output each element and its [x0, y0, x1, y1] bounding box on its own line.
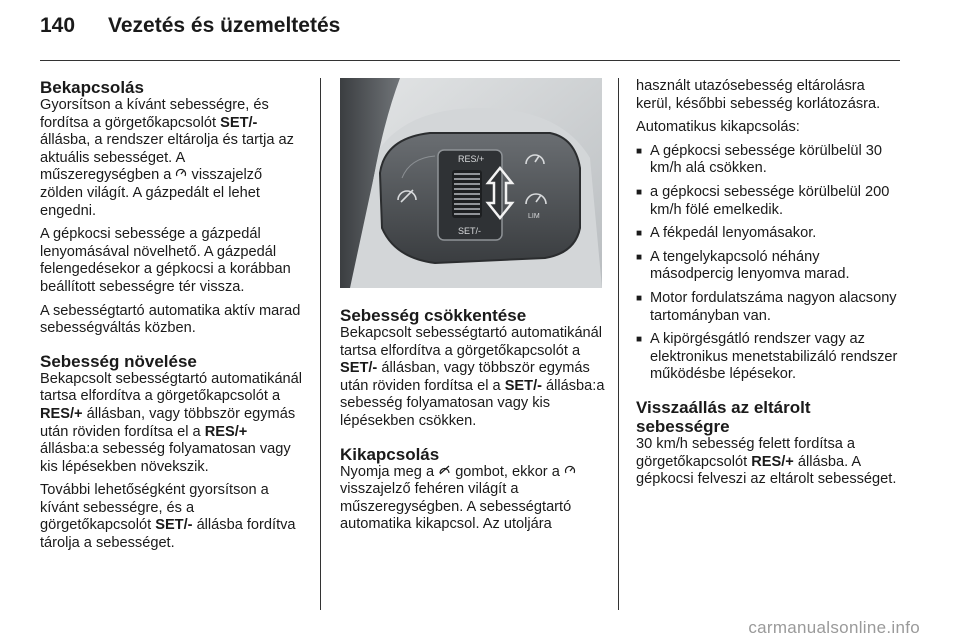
- paragraph: Automatikus kikapcsolás:: [636, 119, 800, 136]
- paragraph: [340, 325, 608, 431]
- set-label: SET/-: [458, 226, 482, 236]
- bold-text: RES/+: [40, 405, 83, 422]
- list-item: ■ A gépkocsi sebessége körülbelül 30 km/h alá csökken.: [636, 143, 902, 178]
- text: Bekapcsolt sebességtartó automatikánál tartsa elfordítva a görgetőkapcsolót a: [340, 325, 603, 359]
- cruise-control-icon: [564, 464, 576, 482]
- heading-visszaallas: Visszaállás az eltárolt sebességre: [636, 397, 811, 436]
- lim-label: LIM: [528, 213, 540, 220]
- auto-off-list: [636, 143, 902, 384]
- text: állásban, vagy többször egymás után röviden fordítsa el a: [40, 405, 296, 440]
- paragraph: [340, 464, 608, 534]
- bold-text: SET/-: [504, 377, 542, 394]
- list-item: ■ A kipörgésgátló rendszer vagy az elektronikus menetstabilizáló rendszer működésbe lépésekor.: [636, 331, 902, 384]
- paragraph: használt utazósebesség eltárolásra kerül, későbbi sebesség korlátozásra.: [636, 78, 881, 112]
- text: 30 km/h sebesség felett fordítsa a görgetőkapcsolót: [636, 435, 856, 470]
- steering-wheel-illustration: [340, 78, 602, 288]
- paragraph: A gépkocsi sebessége a gázpedál lenyomásával növelhető. A gázpedál felengedésekor a gépkocsi a korábban beállított sebességre tér vissza.: [40, 226, 291, 295]
- list-item: ■ A tengelykapcsoló néhány másodpercig lenyomva marad.: [636, 249, 902, 284]
- list-item: ■ Motor fordulatszáma nagyon alacsony tartományban van.: [636, 290, 902, 325]
- column-2: [340, 78, 608, 540]
- list-item: ■ a gépkocsi sebessége körülbelül 200 km/h fölé emelkedik.: [636, 184, 902, 219]
- column-divider: [320, 78, 321, 610]
- list-item: ■ A fékpedál lenyomásakor.: [636, 225, 902, 243]
- cancel-cruise-icon: [438, 464, 451, 482]
- page-title: Vezetés és üzemeltetés: [108, 14, 341, 37]
- text: állásba:a sebesség folyamatosan vagy kis lépésekben növekszik.: [40, 441, 291, 475]
- text: visszajelző fehéren világít a műszeregységben. A sebességtartó automatika kikapcsol. Az utoljára: [340, 481, 572, 533]
- heading-sebesseg-novelese: Sebesség növelése: [40, 351, 197, 371]
- bold-text: SET/-: [155, 517, 193, 534]
- steering-wheel-controls-figure: [340, 78, 602, 288]
- watermark: carmanualsonline.info: [748, 618, 920, 637]
- paragraph: [40, 482, 304, 552]
- heading-bekapcsolas: Bekapcsolás: [40, 78, 144, 97]
- text: Bekapcsolt sebességtartó automatikánál tartsa elfordítva a görgetőkapcsolót a: [40, 370, 303, 405]
- text: gombot, ekkor a: [451, 463, 564, 480]
- column-3: [636, 78, 902, 495]
- page-header: [40, 14, 340, 38]
- text: állásba fordítva tárolja a sebességet.: [40, 517, 296, 552]
- paragraph: [40, 97, 304, 220]
- column-divider: [618, 78, 619, 610]
- res-label: RES/+: [458, 154, 485, 164]
- paragraph: A sebességtartó automatika aktív marad sebességváltás közben.: [40, 302, 301, 337]
- paragraph: [40, 371, 304, 477]
- heading-sebesseg-csokkentese: Sebesség csökkentése: [340, 306, 527, 325]
- column-1: [40, 78, 304, 559]
- page-number: 140: [40, 14, 76, 37]
- text: állásban, vagy többször egymás után röviden fordítsa el a: [340, 360, 590, 394]
- bold-text: RES/+: [751, 453, 794, 470]
- bold-text: SET/-: [340, 360, 378, 377]
- text: állásba:a sebesség folyamatosan vagy kis lépésekben csökken.: [340, 377, 605, 429]
- cruise-control-icon: [175, 167, 187, 185]
- header-rule: [40, 60, 900, 61]
- bold-text: RES/+: [204, 423, 248, 440]
- text: Nyomja meg a: [340, 463, 439, 480]
- text: Gyorsítson a kívánt sebességre, és fordítsa a görgetőkapcsolót: [40, 97, 269, 131]
- text: visszajelző zölden világít. A gázpedált el lehet engedni.: [40, 167, 263, 219]
- paragraph: [636, 436, 902, 489]
- bold-text: SET/-: [220, 114, 258, 131]
- heading-kikapcsolas: Kikapcsolás: [340, 444, 440, 464]
- text: További lehetőségként gyorsítson a kívánt sebességre, és a görgetőkapcsolót: [40, 482, 269, 534]
- text: állásba. A gépkocsi felveszi az eltárolt sebességet.: [636, 453, 897, 488]
- text: állásba, a rendszer eltárolja és tartja az aktuális sebességet. A műszeregységben a: [40, 132, 294, 184]
